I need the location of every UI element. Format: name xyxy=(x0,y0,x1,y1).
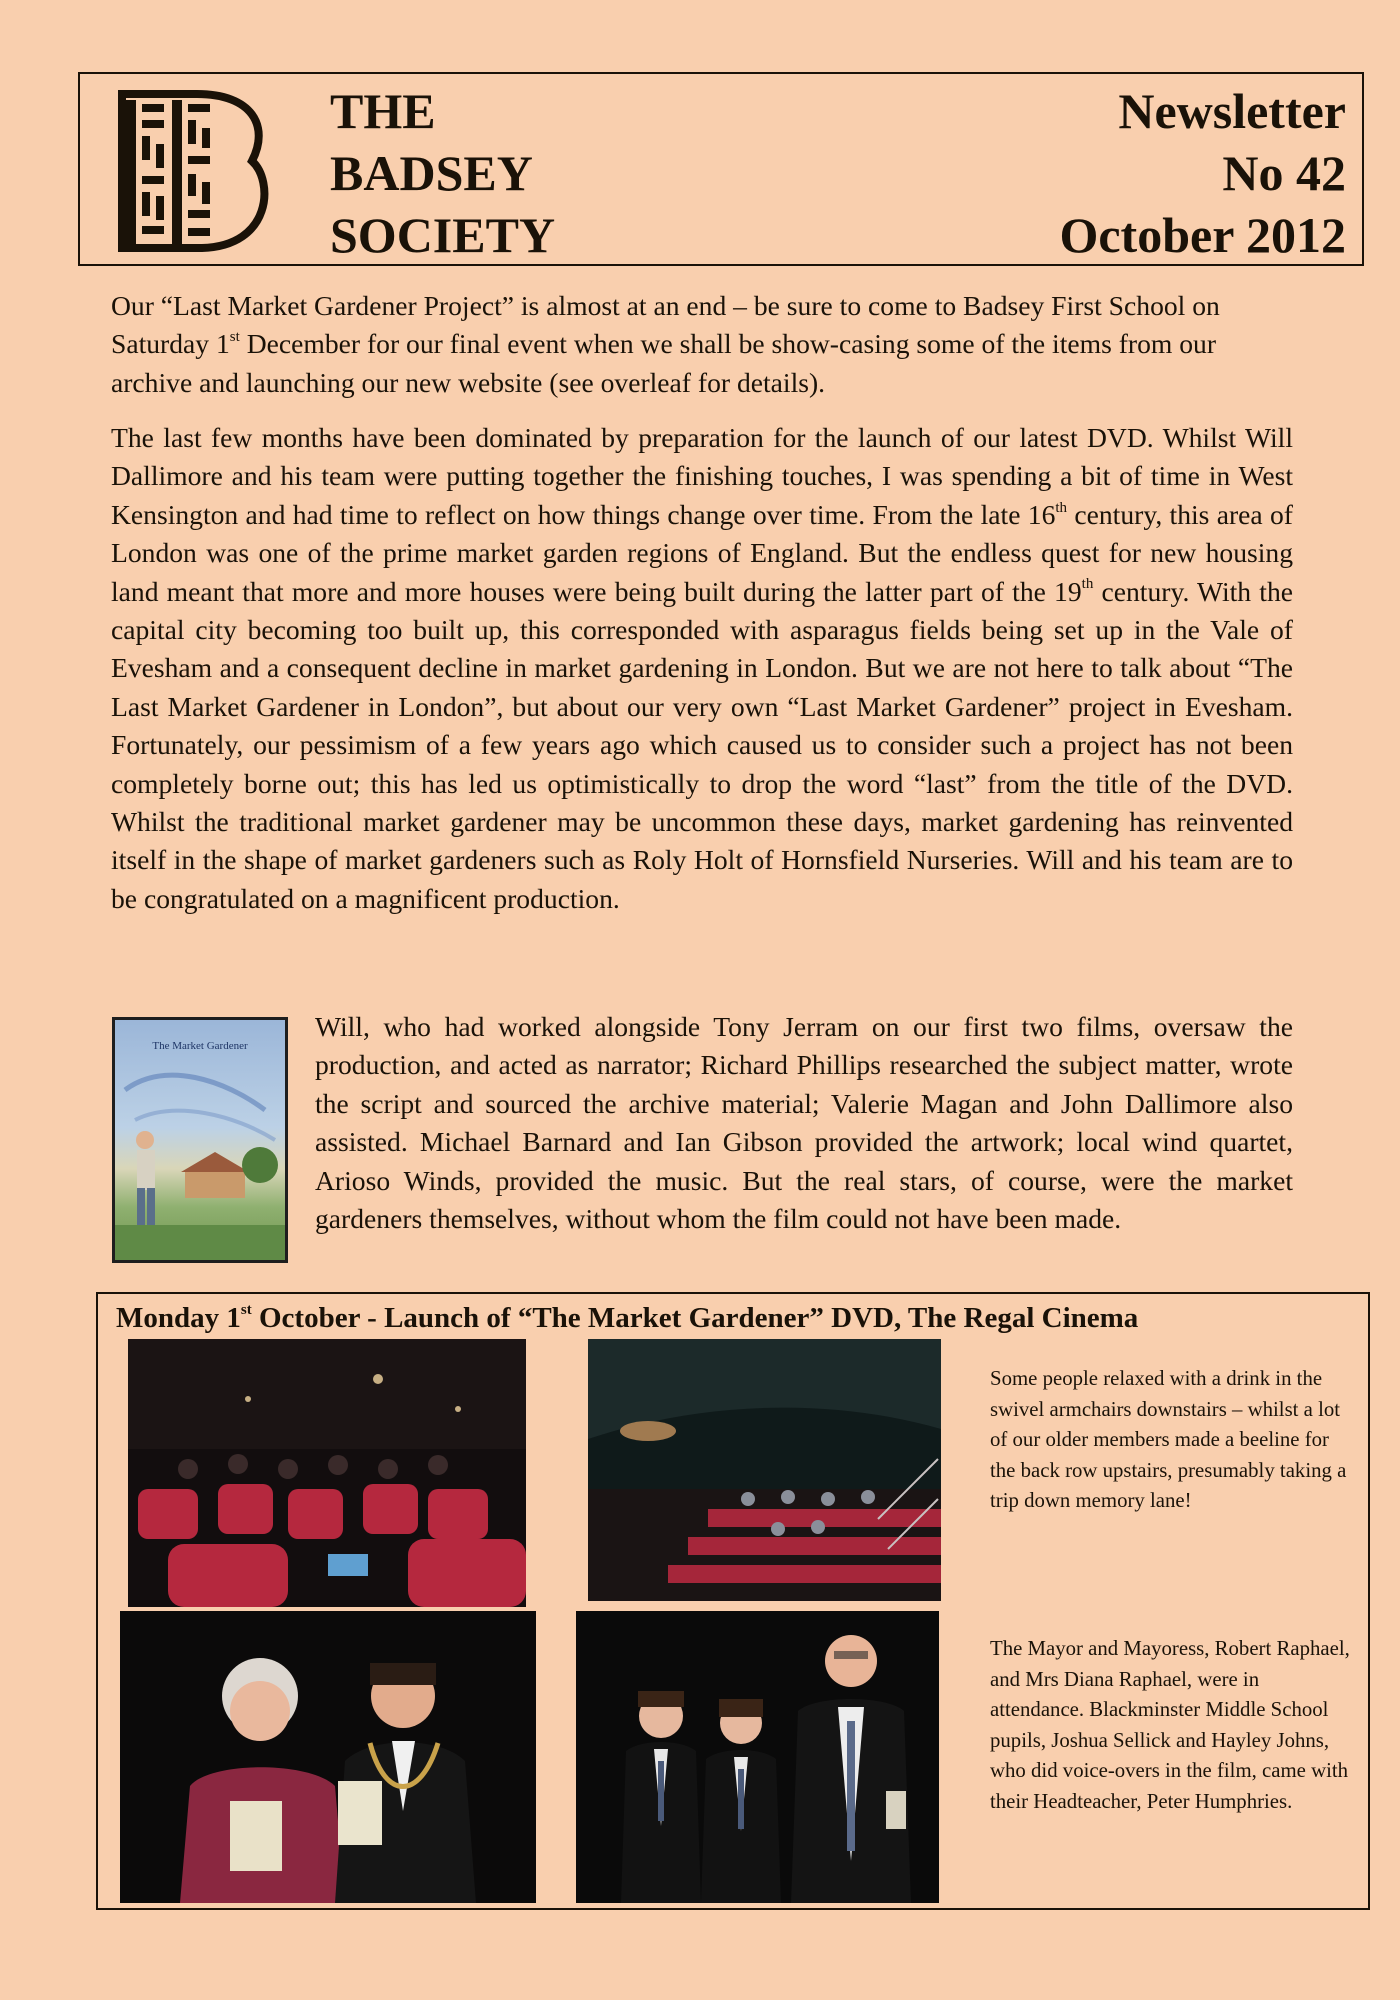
dvd-cover-image xyxy=(112,1017,288,1263)
newsletter-label: Newsletter xyxy=(1118,83,1346,139)
newsletter-info xyxy=(1059,80,1346,266)
photo-upstairs-back-row xyxy=(588,1339,941,1601)
caption-cinema-seating: Some people relaxed with a drink in the swivel armchairs downstairs – whilst a lot of our older members made a beeline for the back row upstairs, presumably taking a trip down memory lane! xyxy=(990,1367,1347,1513)
intro-paragraph xyxy=(111,287,1293,402)
superscript: th xyxy=(1055,499,1068,516)
superscript: th xyxy=(1081,576,1094,593)
society-name xyxy=(330,80,555,266)
credits-paragraph: Will, who had worked alongside Tony Jerram on our first two films, oversaw the production, and acted as narrator; Richard Phillips researched the subject matter, wrote the script and sourced the archive material; Valerie Magan and John Dallimore also assisted. Michael Barnard and Ian Gibson provided the artwork; local wind quartet, Arioso Winds, provided the music. But the real stars, of course, were the market gardeners themselves, without whom the film could not have been made. xyxy=(315,1011,1293,1235)
photo-mayor-and-mayoress xyxy=(120,1611,536,1903)
photo-pupils-and-headteacher xyxy=(576,1611,939,1903)
text-run: Monday 1 xyxy=(116,1302,241,1334)
text-run: The last few months have been dominated by preparation for the launch of our latest DVD. Whilst Will Dallimore and his team were putting together the finishing touches, I was spending a bit of time in West Kensington and had time to reflect on how things change over time. From the late 16 xyxy=(111,422,1293,530)
caption-mayor-and-pupils: The Mayor and Mayoress, Robert Raphael, and Mrs Diana Raphael, were in attendance. Blackminster Middle School pupils, Joshua Sellick and Hayley Johns, who did voice-overs in the film, came with their Headteacher, Peter Humphries. xyxy=(990,1637,1350,1813)
text-run: century. With the capital city becoming too built up, this corresponded with asparagus fields being set up in the Vale of Evesham and a consequent decline in market gardening in London. But we are not here to talk about “The Last Market Gardener in London”, but about our very own “Last Market Gardener” project in Evesham. Fortunately, our pessimism of a few years ago which caused us to consider such a project has not been completely borne out; this has led us optimistically to drop the word “last” from the title of the DVD. Whilst the traditional market gardener may be uncommon these days, market gardening has reinvented itself in the shape of market gardeners such as Roly Holt of Hornsfield Nurseries. Will and his team are to be congratulated on a magnificent production. xyxy=(111,575,1293,914)
superscript: st xyxy=(240,1302,252,1319)
photo-downstairs-armchairs xyxy=(128,1339,526,1607)
newsletter-number: No 42 xyxy=(1222,145,1346,201)
history-paragraph xyxy=(111,419,1293,918)
event-box xyxy=(96,1292,1370,1910)
text-run: century, this area of London was one of the prime market garden regions of England. But the endless quest for new housing land meant that more and more houses were being built during the latter part of the 19 xyxy=(111,498,1293,607)
society-name-line: THE xyxy=(330,83,436,139)
text-run: October - Launch of “The Market Gardener” DVD, The Regal Cinema xyxy=(251,1302,1139,1334)
society-name-line: BADSEY xyxy=(330,145,533,201)
dvd-cover-artwork xyxy=(115,1020,285,1260)
text-run: Our “Last Market Gardener Project” is almost at an end – be sure to come to Badsey First School on Saturday 1 xyxy=(111,290,1220,360)
newsletter-date: October 2012 xyxy=(1059,207,1346,263)
event-title xyxy=(116,1300,1138,1336)
badsey-society-logo xyxy=(102,86,277,256)
society-name-line: SOCIETY xyxy=(330,207,556,263)
superscript: st xyxy=(229,329,240,346)
dvd-cover-title: The Market Gardener xyxy=(152,1040,248,1052)
masthead xyxy=(78,72,1364,266)
text-run: December for our final event when we shall be show-casing some of the items from our archive and launching our new website (see overleaf for details). xyxy=(111,328,1217,398)
